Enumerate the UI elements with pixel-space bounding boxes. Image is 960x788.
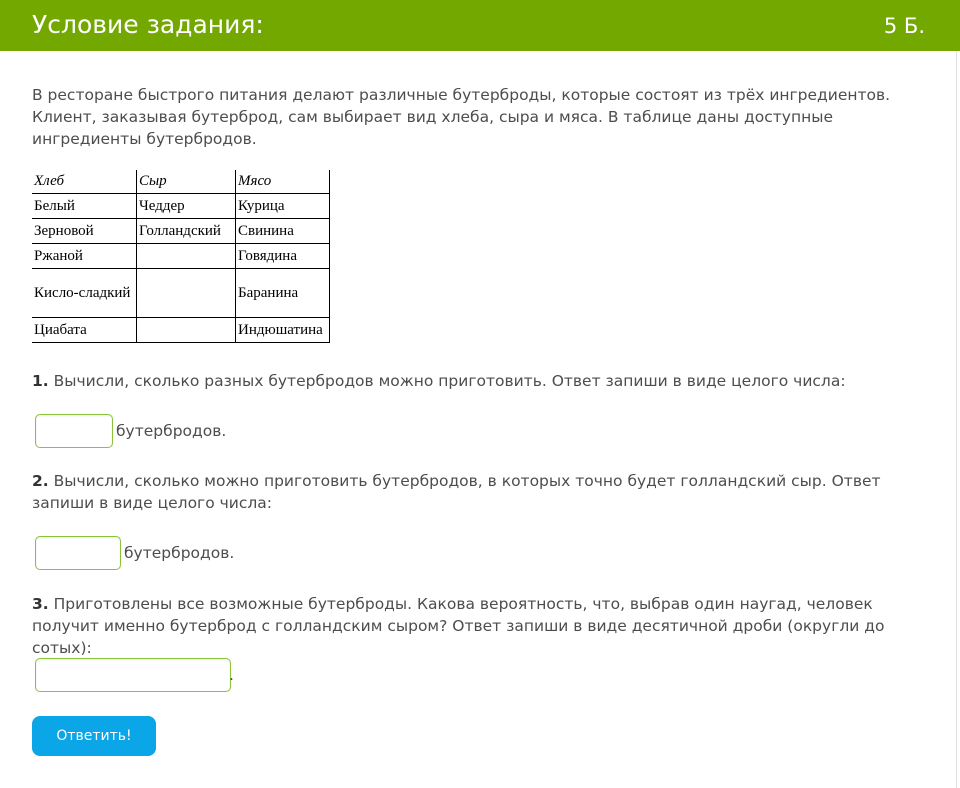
question-3-number: 3. xyxy=(32,595,49,613)
table-cell: Кисло-сладкий xyxy=(32,269,137,318)
table-header-cheese: Сыр xyxy=(137,170,236,194)
table-row xyxy=(32,219,330,244)
table-cell: Баранина xyxy=(236,269,330,318)
table-cell: Индюшатина xyxy=(236,318,330,343)
table-cell: Чеддер xyxy=(137,194,236,219)
table-cell: Зерновой xyxy=(32,219,137,244)
table-row xyxy=(32,269,330,318)
table-cell xyxy=(137,269,236,318)
question-2-number: 2. xyxy=(32,472,49,490)
table-row xyxy=(32,244,330,269)
answer-2-suffix: бутербродов. xyxy=(124,544,235,562)
answer-2-input[interactable] xyxy=(35,536,121,570)
question-2-text: Вычисли, сколько можно приготовить бутербродов, в которых точно будет голландский сыр. Ответ запиши в виде целого числа: xyxy=(32,472,881,512)
question-1-text: Вычисли, сколько разных бутербродов можно приготовить. Ответ запиши в виде целого числа: xyxy=(53,372,846,390)
answer-3-input[interactable] xyxy=(35,658,231,692)
table-cell: Голландский xyxy=(137,219,236,244)
table-header-bread: Хлеб xyxy=(32,170,137,194)
ingredients-table xyxy=(32,170,330,343)
table-cell xyxy=(137,244,236,269)
table-header-meat: Мясо xyxy=(236,170,330,194)
answer-1-suffix: бутербродов. xyxy=(116,422,227,440)
question-1 xyxy=(32,370,922,392)
table-cell: Циабата xyxy=(32,318,137,343)
task-title: Условие задания: xyxy=(32,10,264,39)
table-cell: Говядина xyxy=(236,244,330,269)
task-header xyxy=(0,0,960,51)
task-description: В ресторане быстрого питания делают различные бутерброды, которые состоят из трёх ингредиентов. Клиент, заказывая бутерброд, сам выбирает вид хлеба, сыра и мяса. В таблице даны доступные ингредиенты бутербродов. xyxy=(32,86,891,148)
answer-3-suffix: . xyxy=(229,666,234,684)
table-cell: Белый xyxy=(32,194,137,219)
submit-answer-button[interactable]: Ответить! xyxy=(32,716,156,756)
question-3-text-line1: Приготовлены все возможные бутерброды. Какова вероятность, что, выбрав один наугад, человек xyxy=(53,595,873,613)
table-cell: Ржаной xyxy=(32,244,137,269)
question-3-text-line2: получит именно бутерброд с голландским сыром? Ответ запиши в виде десятичной дроби (округли до сотых): xyxy=(32,617,885,657)
question-3 xyxy=(32,593,922,659)
table-cell: Свинина xyxy=(236,219,330,244)
table-row xyxy=(32,318,330,343)
table-cell xyxy=(137,318,236,343)
task-score: 5 Б. xyxy=(883,14,925,38)
answer-1-input[interactable] xyxy=(35,414,113,448)
table-header-row xyxy=(32,170,330,194)
table-cell: Курица xyxy=(236,194,330,219)
question-2 xyxy=(32,470,922,514)
page-scroll-edge xyxy=(956,51,957,788)
question-1-number: 1. xyxy=(32,372,49,390)
table-row xyxy=(32,194,330,219)
